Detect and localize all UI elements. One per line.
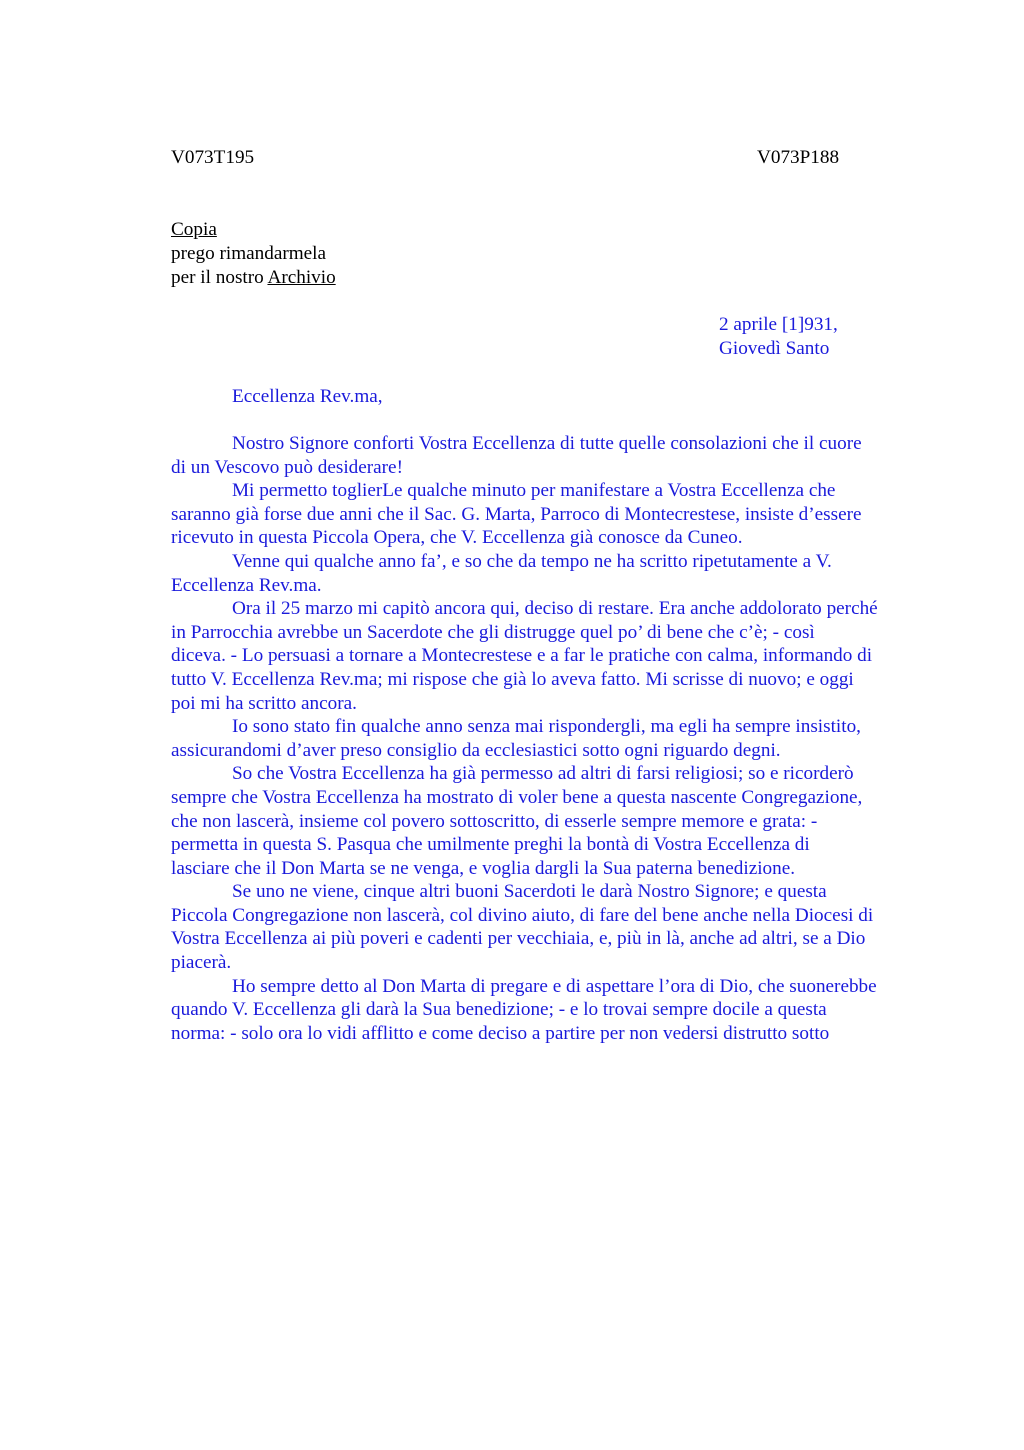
body-line: tutto V. Eccellenza Rev.ma; mi rispose che già lo aveva fatto. Mi scrisse di nuovo; e oggi [171, 668, 854, 690]
note-archive-prefix: per il nostro [171, 267, 268, 288]
note-line-request: prego rimandarmela [171, 243, 327, 264]
body-line: Mi permetto toglierLe qualche minuto per manifestare a Vostra Eccellenza che [232, 480, 836, 502]
body-line: Nostro Signore conforti Vostra Eccellenza di tutte quelle consolazioni che il cuore [232, 433, 862, 454]
letter-date [719, 313, 838, 361]
body-line: che non lascerà, insieme col povero sottoscritto, di esserle sempre memore e grata: - [171, 810, 818, 832]
note-archive-word: Archivio [267, 267, 336, 288]
body-line: Eccellenza Rev.ma. [171, 574, 322, 596]
letter-salutation: Eccellenza Rev.ma, [232, 386, 383, 407]
body-line: Io sono stato fin qualche anno senza mai rispondergli, ma egli ha sempre insistito, [232, 716, 861, 738]
body-line: di un Vescovo può desiderare! [171, 456, 403, 478]
archive-note [171, 218, 336, 290]
letter-body [171, 432, 933, 1045]
body-line: poi mi ha scritto ancora. [171, 692, 357, 714]
body-line: saranno già forse due anni che il Sac. G. Marta, Parroco di Montecrestese, insiste d’essere [171, 503, 862, 525]
body-line: piacerà. [171, 952, 232, 974]
note-line-copia [171, 218, 336, 242]
document-code-left: V073T195 [171, 147, 255, 168]
body-line: sempre che Vostra Eccellenza ha mostrato di voler bene a questa nascente Congregazione, [171, 786, 863, 808]
body-line: in Parrocchia avrebbe un Sacerdote che gli distrugge quel po’ di bene che c’è; - così [171, 621, 815, 643]
body-line: ricevuto in questa Piccola Opera, che V. Eccellenza già conosce da Cuneo. [171, 527, 743, 549]
body-line: Piccola Congregazione non lascerà, col divino aiuto, di fare del bene anche nella Diocesi di [171, 904, 874, 926]
body-line: lasciare che il Don Marta se ne venga, e voglia dargli la Sua paterna benedizione. [171, 857, 796, 879]
body-line: Ho sempre detto al Don Marta di pregare e di aspettare l’ora di Dio, che suonerebbe [232, 975, 877, 997]
body-line: So che Vostra Eccellenza ha già permesso ad altri di farsi religiosi; so e ricorderò [232, 763, 854, 785]
note-line-archive [171, 266, 336, 290]
date-day: Giovedì Santo [719, 338, 830, 359]
date-line: 2 aprile [1]931, [719, 314, 838, 335]
document-code-right: V073P188 [757, 147, 840, 168]
body-line: diceva. - Lo persuasi a tornare a Montecrestese e a far le pratiche con calma, informando di [171, 645, 873, 667]
body-line: assicurandomi d’aver preso consiglio da ecclesiastici sotto ogni riguardo degni. [171, 739, 781, 761]
body-line: Ora il 25 marzo mi capitò ancora qui, deciso di restare. Era anche addolorato perché [232, 598, 878, 620]
body-line: Se uno ne viene, cinque altri buoni Sacerdoti le darà Nostro Signore; e questa [232, 881, 827, 903]
body-line: Vostra Eccellenza ai più poveri e cadenti per vecchiaia, e, più in là, anche ad altri, se a Dio [171, 928, 866, 950]
body-line: norma: - solo ora lo vidi afflitto e come deciso a partire per non vedersi distrutto sotto [171, 1022, 830, 1044]
body-line: quando V. Eccellenza gli darà la Sua benedizione; - e lo trovai sempre docile a questa [171, 999, 827, 1021]
note-copia: Copia [171, 219, 217, 240]
body-line: permetta in questa S. Pasqua che umilmente preghi la bontà di Vostra Eccellenza di [171, 834, 810, 856]
body-line: Venne qui qualche anno fa’, e so che da tempo ne ha scritto ripetutamente a V. [232, 550, 832, 572]
